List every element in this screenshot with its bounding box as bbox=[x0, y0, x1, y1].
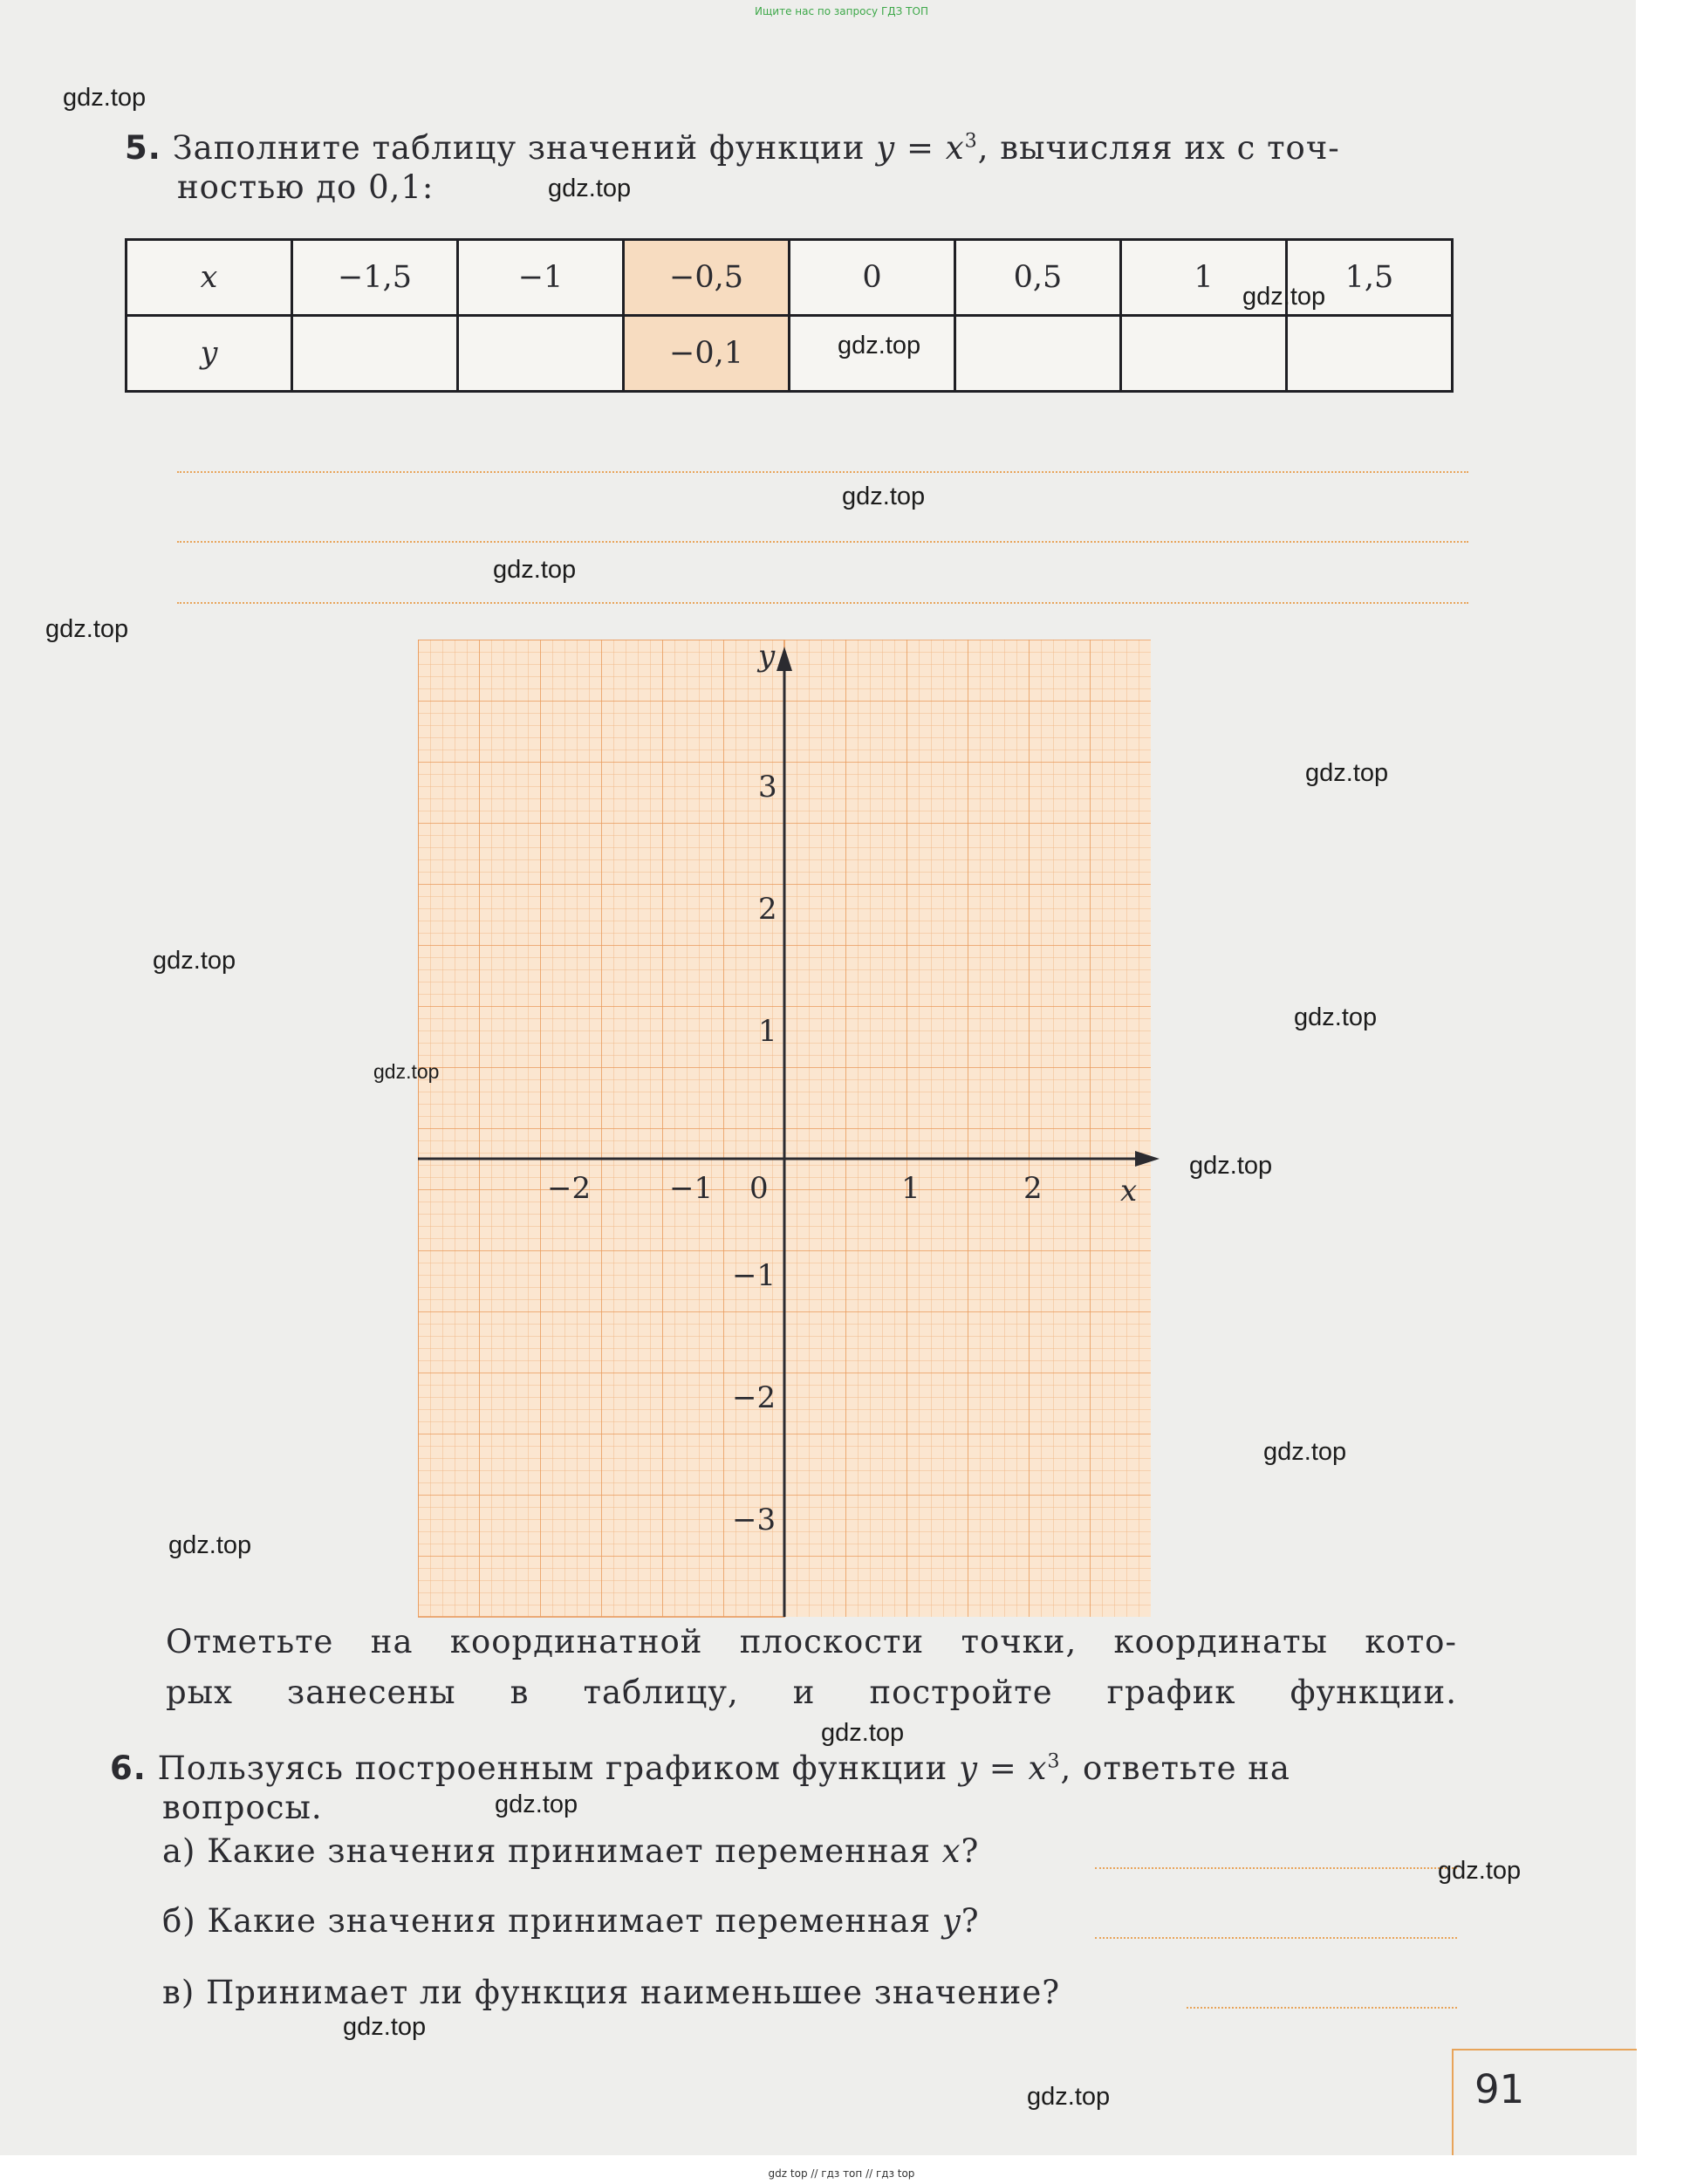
task6-exponent: 3 bbox=[1047, 1749, 1061, 1773]
task5-text-rest: , вычисляя их с точ- bbox=[977, 129, 1340, 167]
x-tick-label: 2 bbox=[1023, 1171, 1043, 1206]
answer-line[interactable] bbox=[177, 471, 1468, 473]
table-y-cell[interactable] bbox=[1121, 316, 1287, 392]
watermark: gdz.top bbox=[838, 332, 921, 359]
watermark: gdz.top bbox=[45, 615, 129, 643]
task5-number: 5. bbox=[125, 129, 161, 167]
instruction-line2 bbox=[166, 1674, 1457, 1711]
task5-line1 bbox=[125, 129, 1340, 167]
grid-lines-right bbox=[784, 640, 1151, 1617]
task5-eq: = bbox=[895, 129, 946, 167]
table-y-cell: −0,1 bbox=[624, 316, 790, 392]
table-y-cell[interactable] bbox=[955, 316, 1121, 392]
word: плоскости bbox=[739, 1623, 925, 1660]
question-b-text: б) Какие значения принимает переменная bbox=[162, 1902, 942, 1940]
watermark: gdz.top bbox=[1438, 1857, 1522, 1885]
task6-number: 6. bbox=[110, 1749, 147, 1787]
y-tick-label: 1 bbox=[758, 1014, 777, 1049]
word: в bbox=[510, 1674, 530, 1711]
word: кото- bbox=[1365, 1623, 1457, 1660]
watermark: gdz.top bbox=[1263, 1438, 1347, 1466]
x-tick-label: −2 bbox=[547, 1171, 592, 1206]
watermark: gdz.top bbox=[63, 84, 147, 112]
question-b-var: y bbox=[941, 1902, 961, 1940]
task5-exponent: 3 bbox=[964, 129, 978, 153]
word: функции. bbox=[1290, 1674, 1457, 1711]
table-x-cell: 1,5 bbox=[1287, 240, 1453, 316]
answer-line-b[interactable] bbox=[1095, 1937, 1457, 1939]
watermark: gdz.top bbox=[168, 1531, 252, 1559]
bottom-banner: gdz top // гдз топ // гдз top bbox=[768, 2167, 915, 2180]
table-x-label: x bbox=[127, 240, 292, 316]
task5-var-x: x bbox=[945, 129, 965, 167]
y-axis-label: y bbox=[758, 640, 776, 674]
task6-var-x: x bbox=[1028, 1749, 1048, 1787]
word: рых bbox=[166, 1674, 233, 1711]
question-a bbox=[162, 1832, 979, 1870]
task6-text: Пользуясь построенным графиком функции bbox=[157, 1749, 960, 1787]
watermark: gdz.top bbox=[1294, 1003, 1378, 1031]
page-number: 91 bbox=[1474, 2066, 1525, 2112]
y-tick-label: −2 bbox=[732, 1380, 777, 1415]
table-y-cell[interactable] bbox=[292, 316, 458, 392]
watermark: gdz.top bbox=[821, 1719, 905, 1747]
watermark: gdz.top bbox=[493, 556, 577, 584]
task5-text: Заполните таблицу значений функции bbox=[172, 129, 877, 167]
word: координатной bbox=[449, 1623, 703, 1660]
answer-line-a[interactable] bbox=[1095, 1867, 1457, 1869]
task5-line2: ностью до 0,1: bbox=[177, 168, 434, 206]
table-x-cell: 1 bbox=[1121, 240, 1287, 316]
task6-line1 bbox=[110, 1749, 1290, 1787]
question-c: в) Принимает ли функция наименьшее значение? bbox=[162, 1974, 1061, 2011]
y-tick-label: 2 bbox=[758, 892, 777, 927]
question-b-end: ? bbox=[961, 1902, 980, 1940]
watermark: gdz.top bbox=[1027, 2083, 1111, 2111]
top-banner: Ищите нас по запросу ГДЗ ТОП bbox=[755, 5, 928, 17]
table-x-cell: −1 bbox=[458, 240, 624, 316]
task6-var-y: y bbox=[959, 1749, 978, 1787]
task6-line2: вопросы. bbox=[162, 1789, 323, 1826]
watermark: gdz.top bbox=[842, 483, 926, 510]
task6-eq: = bbox=[977, 1749, 1029, 1787]
y-tick-label: 3 bbox=[758, 770, 777, 804]
instruction-line1 bbox=[166, 1623, 1457, 1660]
answer-line[interactable] bbox=[177, 602, 1468, 604]
watermark: gdz.top bbox=[373, 1060, 440, 1083]
question-b bbox=[162, 1902, 980, 1940]
grid-lines bbox=[418, 640, 784, 1617]
task5-var-y: y bbox=[876, 129, 896, 167]
table-y-label: y bbox=[127, 316, 292, 392]
graph-svg[interactable] bbox=[418, 640, 1203, 1634]
watermark: gdz.top bbox=[153, 947, 236, 975]
watermark: gdz.top bbox=[1189, 1152, 1273, 1180]
word: и bbox=[792, 1674, 816, 1711]
table-x-cell: −1,5 bbox=[292, 240, 458, 316]
table-y-cell[interactable] bbox=[458, 316, 624, 392]
word: координаты bbox=[1113, 1623, 1328, 1660]
word: таблицу, bbox=[583, 1674, 739, 1711]
table-y-cell[interactable] bbox=[1287, 316, 1453, 392]
x-tick-label: −1 bbox=[669, 1171, 714, 1206]
y-tick-label: −1 bbox=[732, 1258, 777, 1293]
x-tick-label: 0 bbox=[749, 1171, 769, 1206]
table-x-cell: −0,5 bbox=[624, 240, 790, 316]
question-a-end: ? bbox=[961, 1832, 980, 1870]
word: точки, bbox=[961, 1623, 1078, 1660]
coordinate-plane bbox=[418, 640, 1203, 1638]
table-row-y bbox=[127, 316, 1453, 392]
watermark: gdz.top bbox=[343, 2013, 427, 2041]
word: на bbox=[370, 1623, 414, 1660]
watermark: gdz.top bbox=[1242, 283, 1326, 311]
word: занесены bbox=[287, 1674, 456, 1711]
word: Отметьте bbox=[166, 1623, 334, 1660]
word: постройте bbox=[869, 1674, 1053, 1711]
watermark: gdz.top bbox=[548, 175, 632, 202]
question-a-var: x bbox=[941, 1832, 961, 1870]
watermark: gdz.top bbox=[1305, 759, 1389, 787]
table-x-cell: 0 bbox=[790, 240, 955, 316]
watermark: gdz.top bbox=[495, 1790, 578, 1818]
question-a-text: а) Какие значения принимает переменная bbox=[162, 1832, 942, 1870]
y-tick-label: −3 bbox=[732, 1503, 777, 1537]
answer-line[interactable] bbox=[177, 541, 1468, 543]
word: график bbox=[1106, 1674, 1236, 1711]
page-number-box bbox=[1452, 2049, 1637, 2155]
task6-text-rest: , ответьте на bbox=[1060, 1749, 1290, 1787]
x-axis-label: x bbox=[1120, 1174, 1138, 1208]
answer-line-c[interactable] bbox=[1187, 2007, 1457, 2009]
table-x-cell: 0,5 bbox=[955, 240, 1121, 316]
x-tick-label: 1 bbox=[901, 1171, 920, 1206]
values-table bbox=[125, 238, 1454, 393]
